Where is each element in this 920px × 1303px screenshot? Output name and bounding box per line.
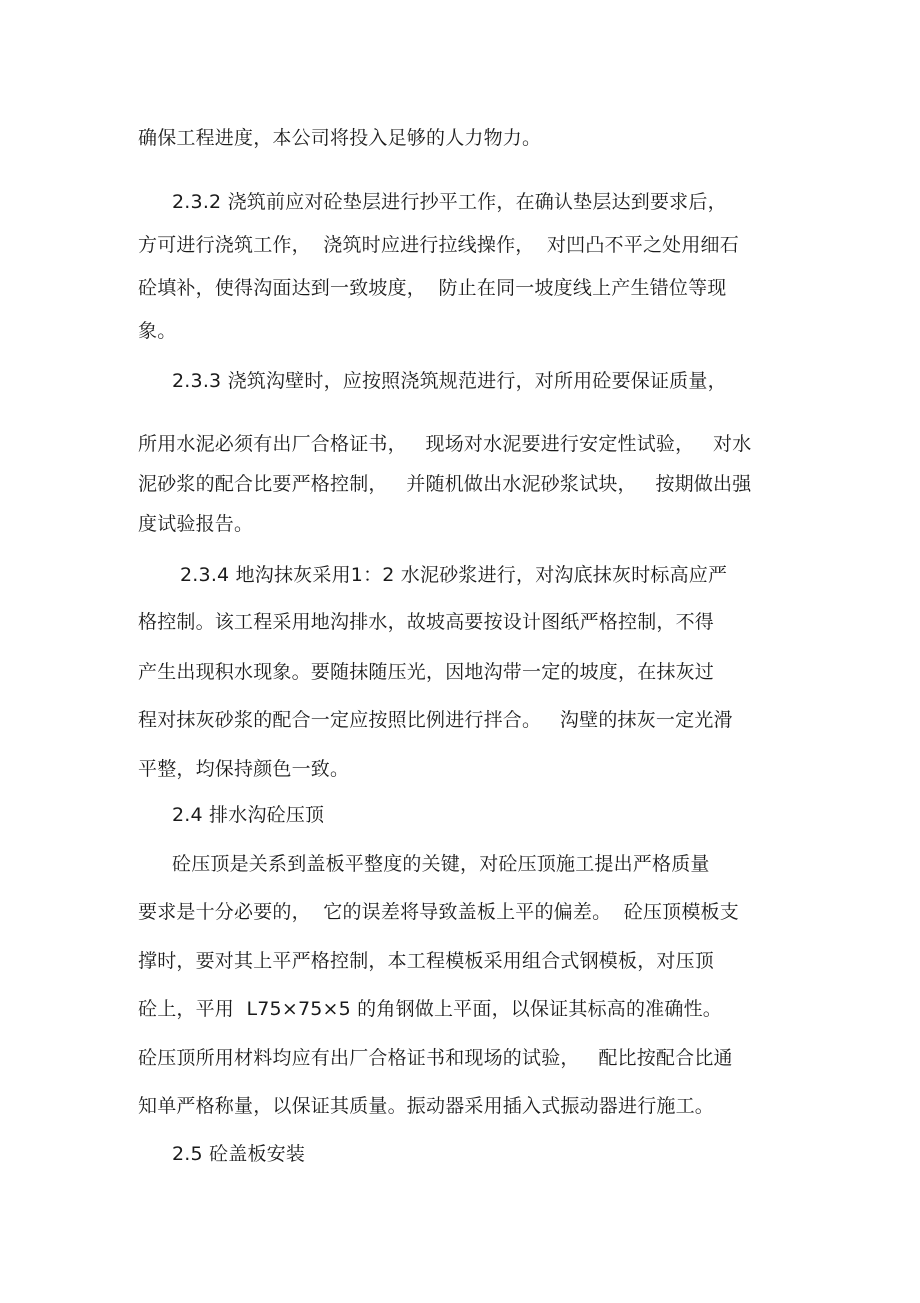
- text-line: 砼压顶所用材料均应有出厂合格证书和现场的试验， 配比按配合比通: [138, 1047, 733, 1069]
- text-line: 确保工程进度，本公司将投入足够的人力物力。: [138, 127, 542, 149]
- text-line: 格控制。该工程采用地沟排水，故坡高要按设计图纸严格控制，不得: [138, 611, 715, 633]
- section-2-3-3-line: 2.3.3 浇筑沟壁时，应按照浇筑规范进行，对所用砼要保证质量，: [172, 370, 727, 392]
- section-heading-2-5: 2.5 砼盖板安装: [172, 1143, 306, 1165]
- text-line: 砼填补，使得沟面达到一致坡度， 防止在同一坡度线上产生错位等现: [138, 277, 727, 299]
- text-line: 砼上，平用 L75×75×5 的角钢做上平面，以保证其标高的准确性。: [138, 998, 722, 1020]
- text-line: 泥砂浆的配合比要严格控制， 并随机做出水泥砂浆试块， 按期做出强: [138, 473, 752, 495]
- text-line: 平整，均保持颜色一致。: [138, 758, 350, 780]
- text-line: 要求是十分必要的， 它的误差将导致盖板上平的偏差。 砼压顶模板支: [138, 901, 739, 923]
- text-line: 撑时，要对其上平严格控制，本工程模板采用组合式钢模板，对压顶: [138, 950, 715, 972]
- text-line: 象。: [138, 320, 177, 342]
- section-2-3-2-line: 2.3.2 浇筑前应对砼垫层进行抄平工作，在确认垫层达到要求后，: [172, 191, 727, 213]
- text-line: 所用水泥必须有出厂合格证书， 现场对水泥要进行安定性试验， 对水: [138, 433, 752, 455]
- text-line: 产生出现积水现象。要随抹随压光，因地沟带一定的坡度，在抹灰过: [138, 661, 715, 683]
- text-line: 方可进行浇筑工作， 浇筑时应进行拉线操作， 对凹凸不平之处用细石: [138, 234, 739, 256]
- text-line: 知单严格称量，以保证其质量。振动器采用插入式振动器进行施工。: [138, 1095, 715, 1117]
- text-line: 程对抹灰砂浆的配合一定应按照比例进行拌合。 沟壁的抹灰一定光滑: [138, 709, 733, 731]
- text-line: 砼压顶是关系到盖板平整度的关键，对砼压顶施工提出严格质量: [172, 853, 710, 875]
- section-2-3-4-line: 2.3.4 地沟抹灰采用1：2 水泥砂浆进行，对沟底抹灰时标高应严: [180, 564, 728, 586]
- text-line: 度试验报告。: [138, 513, 254, 535]
- section-heading-2-4: 2.4 排水沟砼压顶: [172, 804, 325, 826]
